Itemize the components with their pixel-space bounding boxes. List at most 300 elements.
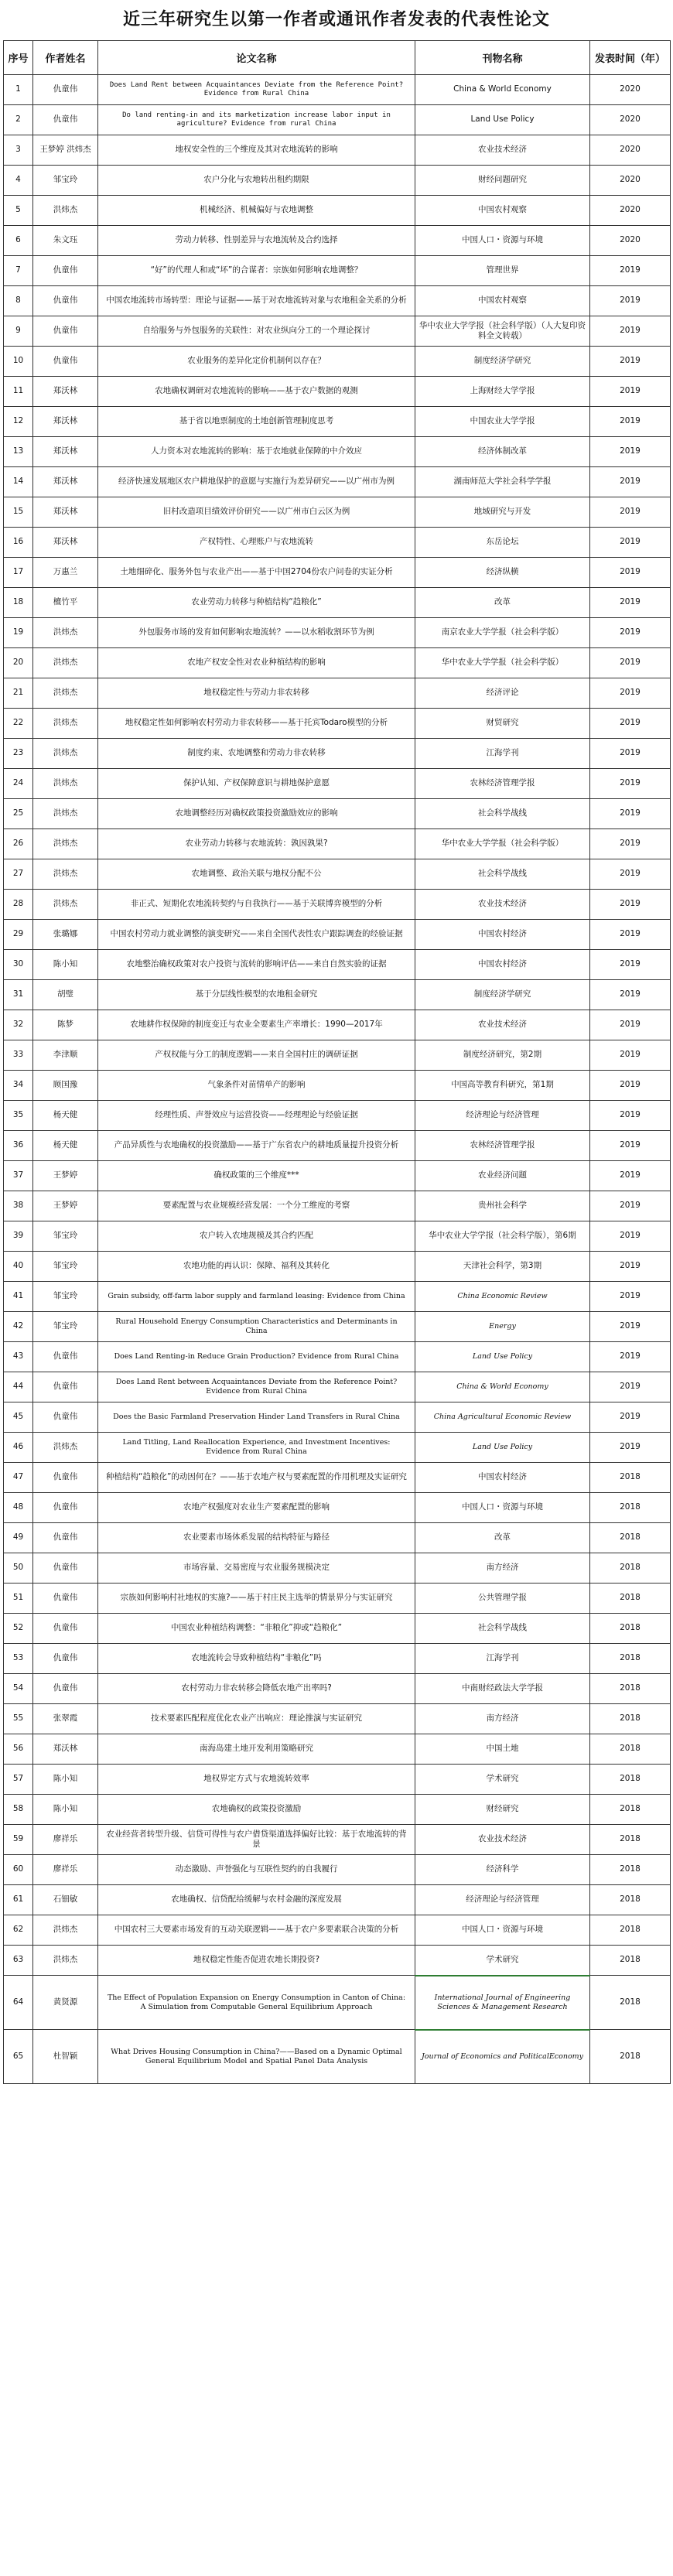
row-title-cell: 农地调整经历对确权政策投资激励效应的影响 (98, 799, 415, 829)
row-year-cell: 2018 (590, 2030, 671, 2084)
row-year-cell: 2019 (590, 709, 671, 739)
row-year-cell: 2019 (590, 799, 671, 829)
row-author-cell: 仇童伟 (33, 1463, 98, 1493)
row-no-cell: 32 (4, 1010, 33, 1040)
row-author-cell: 李津顺 (33, 1040, 98, 1071)
table-row (4, 980, 671, 1010)
row-no-cell: 28 (4, 890, 33, 920)
table-row (4, 709, 671, 739)
row-title-cell: 农业劳动力转移与农地流转：孰因孰果? (98, 829, 415, 859)
row-journal-cell: 中南财经政法大学学报 (415, 1674, 590, 1704)
row-journal-cell: 江海学刊 (415, 739, 590, 769)
row-no-cell: 5 (4, 196, 33, 226)
table-row (4, 829, 671, 859)
row-no-cell: 2 (4, 105, 33, 135)
table-row (4, 1161, 671, 1191)
row-journal-cell: 管理世界 (415, 256, 590, 286)
row-no-cell: 38 (4, 1191, 33, 1221)
row-journal-cell: 地域研究与开发 (415, 497, 590, 528)
row-journal-cell: China & World Economy (415, 75, 590, 105)
row-title-cell: 农业经营者转型升级、信贷可得性与农户借贷渠道选择偏好比较：基于农地流转的背景 (98, 1825, 415, 1855)
row-no-cell: 63 (4, 1946, 33, 1976)
row-journal-cell: 东岳论坛 (415, 528, 590, 558)
row-no-cell: 27 (4, 859, 33, 890)
row-no-cell: 65 (4, 2030, 33, 2084)
table-row (4, 1523, 671, 1553)
table-row (4, 1734, 671, 1765)
row-no-cell: 11 (4, 377, 33, 407)
table-row (4, 558, 671, 588)
table-row (4, 648, 671, 678)
row-no-cell: 24 (4, 769, 33, 799)
row-author-cell: 邹宝玲 (33, 1282, 98, 1312)
table-row (4, 347, 671, 377)
row-journal-cell: 中国农村经济 (415, 920, 590, 950)
row-journal-cell: 农业技术经济 (415, 890, 590, 920)
row-no-cell: 20 (4, 648, 33, 678)
row-no-cell: 26 (4, 829, 33, 859)
row-title-cell: 基于分层线性模型的农地租金研究 (98, 980, 415, 1010)
row-year-cell: 2019 (590, 1221, 671, 1252)
row-title-cell: What Drives Housing Consumption in China?——Based on a Dynamic Optimal General Equilibrium Model and Spatial Panel Data Analysis (98, 2030, 415, 2084)
row-year-cell: 2019 (590, 588, 671, 618)
row-title-cell: 确权政策的三个维度*** (98, 1161, 415, 1191)
page-title: 近三年研究生以第一作者或通讯作者发表的代表性论文 (122, 10, 550, 29)
table-row (4, 1463, 671, 1493)
row-no-cell: 43 (4, 1342, 33, 1372)
row-no-cell: 25 (4, 799, 33, 829)
table-row (4, 1704, 671, 1734)
papers-table (3, 40, 671, 2084)
row-author-cell: 杜智颖 (33, 2030, 98, 2084)
row-journal-cell: Energy (415, 1312, 590, 1342)
row-title-cell: 技术要素匹配程度优化农业产出响应：理论推演与实证研究 (98, 1704, 415, 1734)
row-year-cell: 2019 (590, 528, 671, 558)
row-no-cell: 62 (4, 1915, 33, 1946)
row-no-cell: 31 (4, 980, 33, 1010)
row-year-cell: 2018 (590, 1553, 671, 1584)
header-journal: 刊物名称 (415, 41, 590, 75)
row-no-cell: 15 (4, 497, 33, 528)
table-row (4, 377, 671, 407)
row-author-cell: 邹宝玲 (33, 166, 98, 196)
row-title-cell: 宗族如何影响村社地权的实施?——基于村庄民主选举的情景界分与实证研究 (98, 1584, 415, 1614)
row-year-cell: 2018 (590, 1674, 671, 1704)
table-row (4, 1644, 671, 1674)
row-author-cell: 仇童伟 (33, 316, 98, 347)
row-journal-cell: 公共管理学报 (415, 1584, 590, 1614)
row-title-cell: Does Land Rent between Acquaintances Deviate from the Reference Point? Evidence from Rural China (98, 75, 415, 105)
row-no-cell: 30 (4, 950, 33, 980)
row-author-cell: 仇童伟 (33, 1614, 98, 1644)
row-year-cell: 2019 (590, 648, 671, 678)
row-journal-cell: Land Use Policy (415, 105, 590, 135)
row-title-cell: 农村劳动力非农转移会降低农地产出率吗? (98, 1674, 415, 1704)
row-title-cell: 基于省以地票制度的土地创新管理制度思考 (98, 407, 415, 437)
table-row (4, 920, 671, 950)
row-author-cell: 陈小知 (33, 1765, 98, 1795)
row-no-cell: 36 (4, 1131, 33, 1161)
row-year-cell: 2019 (590, 437, 671, 467)
row-author-cell: 郑沃林 (33, 528, 98, 558)
row-title-cell: 市场容量、交易密度与农业服务规模决定 (98, 1553, 415, 1584)
row-no-cell: 8 (4, 286, 33, 316)
table-row (4, 226, 671, 256)
row-no-cell: 12 (4, 407, 33, 437)
table-row (4, 1252, 671, 1282)
row-author-cell: 仇童伟 (33, 256, 98, 286)
row-author-cell: 洪炜杰 (33, 829, 98, 859)
row-no-cell: 64 (4, 1976, 33, 2030)
table-row (4, 1040, 671, 1071)
row-no-cell: 16 (4, 528, 33, 558)
table-row (4, 1221, 671, 1252)
row-year-cell: 2019 (590, 1342, 671, 1372)
table-row (4, 437, 671, 467)
row-year-cell: 2019 (590, 829, 671, 859)
row-author-cell: 仇童伟 (33, 1342, 98, 1372)
row-no-cell: 44 (4, 1372, 33, 1402)
row-journal-cell: 改革 (415, 588, 590, 618)
row-no-cell: 50 (4, 1553, 33, 1584)
table-row (4, 1553, 671, 1584)
row-journal-cell: 财经问题研究 (415, 166, 590, 196)
row-title-cell: 农业劳动力转移与种植结构“趋粮化” (98, 588, 415, 618)
table-row (4, 286, 671, 316)
row-journal-cell: 中国农村经济 (415, 950, 590, 980)
row-year-cell: 2019 (590, 769, 671, 799)
row-title-cell: 农地产权安全性对农业种植结构的影响 (98, 648, 415, 678)
row-title-cell: 产权特性、心理账户与农地流转 (98, 528, 415, 558)
row-no-cell: 60 (4, 1855, 33, 1885)
row-title-cell: The Effect of Population Expansion on Energy Consumption in Canton of China: A Simulation from Computable General Equilibrium Approach (98, 1976, 415, 2030)
row-title-cell: Rural Household Energy Consumption Characteristics and Determinants in China (98, 1312, 415, 1342)
row-title-cell: 农地流转会导致种植结构“非粮化”吗 (98, 1644, 415, 1674)
row-title-cell: 地权稳定性如何影响农村劳动力非农转移——基于托宾Todaro模型的分析 (98, 709, 415, 739)
row-journal-cell: 中国农村经济 (415, 1463, 590, 1493)
row-journal-cell: 江海学刊 (415, 1644, 590, 1674)
table-row (4, 1765, 671, 1795)
row-journal-cell: 中国高等教育科研究，第1期 (415, 1071, 590, 1101)
table-row (4, 1614, 671, 1644)
table-body (4, 75, 671, 2084)
row-journal-cell: Land Use Policy (415, 1342, 590, 1372)
row-journal-cell: 经济纵横 (415, 558, 590, 588)
row-no-cell: 53 (4, 1644, 33, 1674)
row-title-cell: 经济快速发展地区农户耕地保护的意愿与实施行为差异研究——以广州市为例 (98, 467, 415, 497)
row-year-cell: 2018 (590, 1734, 671, 1765)
row-journal-cell: 中国农村观察 (415, 286, 590, 316)
row-no-cell: 1 (4, 75, 33, 105)
row-year-cell: 2018 (590, 1463, 671, 1493)
row-author-cell: 仇童伟 (33, 1553, 98, 1584)
row-author-cell: 洪炜杰 (33, 769, 98, 799)
row-no-cell: 56 (4, 1734, 33, 1765)
row-no-cell: 3 (4, 135, 33, 166)
row-author-cell: 郑沃林 (33, 497, 98, 528)
row-author-cell: 陈小知 (33, 950, 98, 980)
table-row (4, 1312, 671, 1342)
row-journal-cell: International Journal of Engineering Sciences & Management Research (415, 1976, 590, 2030)
row-author-cell: 郑沃林 (33, 437, 98, 467)
row-journal-cell: 社会科学战线 (415, 1614, 590, 1644)
row-title-cell: 种植结构“趋粮化”的动因何在？——基于农地产权与要素配置的作用机理及实证研究 (98, 1463, 415, 1493)
row-no-cell: 29 (4, 920, 33, 950)
row-no-cell: 61 (4, 1885, 33, 1915)
row-year-cell: 2018 (590, 1704, 671, 1734)
row-journal-cell: 社会科学战线 (415, 859, 590, 890)
row-no-cell: 13 (4, 437, 33, 467)
row-no-cell: 10 (4, 347, 33, 377)
row-title-cell: 产权权能与分工的制度逻辑——来自全国村庄的调研证据 (98, 1040, 415, 1071)
row-author-cell: 洪炜杰 (33, 648, 98, 678)
row-no-cell: 14 (4, 467, 33, 497)
row-author-cell: 洪炜杰 (33, 890, 98, 920)
row-no-cell: 37 (4, 1161, 33, 1191)
row-journal-cell: 农业技术经济 (415, 1825, 590, 1855)
row-author-cell: 张璐娜 (33, 920, 98, 950)
row-no-cell: 46 (4, 1433, 33, 1463)
table-row (4, 1795, 671, 1825)
row-journal-cell: 南方经济 (415, 1553, 590, 1584)
row-no-cell: 39 (4, 1221, 33, 1252)
row-author-cell: 洪炜杰 (33, 1915, 98, 1946)
row-journal-cell: 社会科学战线 (415, 799, 590, 829)
row-year-cell: 2019 (590, 859, 671, 890)
row-author-cell: 胡璧 (33, 980, 98, 1010)
table-row (4, 1372, 671, 1402)
row-journal-cell: 农林经济管理学报 (415, 1131, 590, 1161)
row-journal-cell: 制度经济学研究 (415, 347, 590, 377)
row-author-cell: 杨天健 (33, 1101, 98, 1131)
row-author-cell: 仇童伟 (33, 347, 98, 377)
row-author-cell: 仇童伟 (33, 75, 98, 105)
table-row (4, 256, 671, 286)
table-row (4, 1976, 671, 2030)
row-journal-cell: 经济科学 (415, 1855, 590, 1885)
table-row (4, 105, 671, 135)
table-row (4, 678, 671, 709)
row-journal-cell: 中国农村观察 (415, 196, 590, 226)
row-journal-cell: 改革 (415, 1523, 590, 1553)
row-author-cell: 仇童伟 (33, 1493, 98, 1523)
row-title-cell: 地权界定方式与农地流转效率 (98, 1765, 415, 1795)
row-year-cell: 2020 (590, 135, 671, 166)
row-no-cell: 57 (4, 1765, 33, 1795)
row-year-cell: 2018 (590, 1644, 671, 1674)
row-year-cell: 2019 (590, 1161, 671, 1191)
row-author-cell: 邹宝玲 (33, 1221, 98, 1252)
row-journal-cell: 经济评论 (415, 678, 590, 709)
row-no-cell: 54 (4, 1674, 33, 1704)
row-year-cell: 2018 (590, 1976, 671, 2030)
table-row (4, 1855, 671, 1885)
row-year-cell: 2018 (590, 1885, 671, 1915)
row-year-cell: 2019 (590, 1252, 671, 1282)
row-journal-cell: 财经研究 (415, 1795, 590, 1825)
row-title-cell: Grain subsidy, off-farm labor supply and farmland leasing: Evidence from China (98, 1282, 415, 1312)
row-journal-cell: 制度经济学研究 (415, 980, 590, 1010)
row-journal-cell: 南方经济 (415, 1704, 590, 1734)
table-row (4, 1402, 671, 1433)
table-row (4, 950, 671, 980)
row-journal-cell: 华中农业大学学报（社会科学版），第6期 (415, 1221, 590, 1252)
row-author-cell: 顾国豫 (33, 1071, 98, 1101)
row-title-cell: 旧村改造项目绩效评价研究——以广州市白云区为例 (98, 497, 415, 528)
row-author-cell: 王梦婷 (33, 1191, 98, 1221)
row-year-cell: 2019 (590, 1010, 671, 1040)
row-author-cell: 朱文珏 (33, 226, 98, 256)
row-no-cell: 59 (4, 1825, 33, 1855)
row-no-cell: 22 (4, 709, 33, 739)
row-no-cell: 51 (4, 1584, 33, 1614)
header-author: 作者姓名 (33, 41, 98, 75)
row-author-cell: 廖祥乐 (33, 1825, 98, 1855)
row-year-cell: 2019 (590, 1312, 671, 1342)
table-row (4, 1010, 671, 1040)
row-journal-cell: 农业技术经济 (415, 1010, 590, 1040)
row-no-cell: 17 (4, 558, 33, 588)
table-row (4, 2030, 671, 2084)
row-no-cell: 55 (4, 1704, 33, 1734)
row-title-cell: 经理性质、声誉效应与运营投资——经理理论与经验证据 (98, 1101, 415, 1131)
row-title-cell: 制度约束、农地调整和劳动力非农转移 (98, 739, 415, 769)
table-row (4, 799, 671, 829)
row-title-cell: Does Land Rent between Acquaintances Deviate from the Reference Point? Evidence from Rural China (98, 1372, 415, 1402)
row-author-cell: 洪炜杰 (33, 709, 98, 739)
row-year-cell: 2019 (590, 497, 671, 528)
row-year-cell: 2020 (590, 196, 671, 226)
row-title-cell: 中国农地流转市场转型：理论与证据——基于对农地流转对象与农地租金关系的分析 (98, 286, 415, 316)
row-title-cell: 南海岛建土地开发利用策略研究 (98, 1734, 415, 1765)
row-title-cell: 地权稳定性与劳动力非农转移 (98, 678, 415, 709)
row-year-cell: 2019 (590, 739, 671, 769)
header-no: 序号 (4, 41, 33, 75)
row-author-cell: 仇童伟 (33, 1584, 98, 1614)
row-year-cell: 2020 (590, 75, 671, 105)
header-time: 发表时间（年） (590, 41, 671, 75)
row-author-cell: 檀竹平 (33, 588, 98, 618)
table-row (4, 1885, 671, 1915)
row-author-cell: 洪炜杰 (33, 1946, 98, 1976)
row-year-cell: 2019 (590, 1131, 671, 1161)
table-row (4, 588, 671, 618)
row-title-cell: 中国农业种植结构调整：“非粮化”抑或“趋粮化” (98, 1614, 415, 1644)
row-author-cell: 仇童伟 (33, 1372, 98, 1402)
table-row (4, 528, 671, 558)
row-year-cell: 2018 (590, 1855, 671, 1885)
row-author-cell: 洪炜杰 (33, 196, 98, 226)
table-row (4, 1584, 671, 1614)
row-journal-cell: 中国人口・资源与环境 (415, 1915, 590, 1946)
row-year-cell: 2019 (590, 920, 671, 950)
row-title-cell: 人力资本对农地流转的影响：基于农地就业保障的中介效应 (98, 437, 415, 467)
table-row (4, 196, 671, 226)
row-author-cell: 仇童伟 (33, 286, 98, 316)
table-row (4, 739, 671, 769)
row-author-cell: 郑沃林 (33, 1734, 98, 1765)
row-author-cell: 邹宝玲 (33, 1312, 98, 1342)
row-year-cell: 2019 (590, 890, 671, 920)
row-author-cell: 仇童伟 (33, 1674, 98, 1704)
row-no-cell: 7 (4, 256, 33, 286)
row-journal-cell: 学术研究 (415, 1765, 590, 1795)
row-author-cell: 张翠霞 (33, 1704, 98, 1734)
row-no-cell: 58 (4, 1795, 33, 1825)
row-author-cell: 仇童伟 (33, 1523, 98, 1553)
row-no-cell: 6 (4, 226, 33, 256)
table-row (4, 1825, 671, 1855)
row-title-cell: Do land renting-in and its marketization increase labor input in agriculture? Evidence from rural China (98, 105, 415, 135)
row-title-cell: 农地功能的再认识：保障、福利及其转化 (98, 1252, 415, 1282)
row-author-cell: 陈梦 (33, 1010, 98, 1040)
row-year-cell: 2020 (590, 105, 671, 135)
row-journal-cell: 农业技术经济 (415, 135, 590, 166)
row-title-cell: 劳动力转移、性别差异与农地流转及合约选择 (98, 226, 415, 256)
row-author-cell: 洪炜杰 (33, 678, 98, 709)
row-journal-cell: 农林经济管理学报 (415, 769, 590, 799)
row-journal-cell: 湖南师范大学社会科学学报 (415, 467, 590, 497)
row-author-cell: 廖祥乐 (33, 1855, 98, 1885)
row-title-cell: 地权稳定性能否促进农地长期投资? (98, 1946, 415, 1976)
row-year-cell: 2018 (590, 1523, 671, 1553)
row-journal-cell: China Economic Review (415, 1282, 590, 1312)
row-year-cell: 2019 (590, 347, 671, 377)
row-year-cell: 2020 (590, 226, 671, 256)
table-row (4, 135, 671, 166)
row-author-cell: 陈小知 (33, 1795, 98, 1825)
table-row (4, 890, 671, 920)
row-year-cell: 2019 (590, 558, 671, 588)
row-title-cell: 农地确权、信贷配给缓解与农村金融的深度发展 (98, 1885, 415, 1915)
row-title-cell: 农业要素市场体系发展的结构特征与路径 (98, 1523, 415, 1553)
row-year-cell: 2019 (590, 377, 671, 407)
table-row (4, 1915, 671, 1946)
row-author-cell: 洪炜杰 (33, 799, 98, 829)
row-journal-cell: 财贸研究 (415, 709, 590, 739)
row-journal-cell: 南京农业大学学报（社会科学版） (415, 618, 590, 648)
row-journal-cell: 经济理论与经济管理 (415, 1101, 590, 1131)
row-title-cell: 农业服务的差异化定价机制何以存在？ (98, 347, 415, 377)
row-author-cell: 郑沃林 (33, 377, 98, 407)
row-year-cell: 2018 (590, 1825, 671, 1855)
row-title-cell: 保护认知、产权保障意识与耕地保护意愿 (98, 769, 415, 799)
row-no-cell: 33 (4, 1040, 33, 1071)
row-journal-cell: Land Use Policy (415, 1433, 590, 1463)
row-author-cell: 石钿敏 (33, 1885, 98, 1915)
row-year-cell: 2018 (590, 1946, 671, 1976)
row-year-cell: 2020 (590, 166, 671, 196)
row-author-cell: 邹宝玲 (33, 1252, 98, 1282)
row-no-cell: 4 (4, 166, 33, 196)
row-title-cell: 非正式、短期化农地流转契约与自我执行——基于关联博弈模型的分析 (98, 890, 415, 920)
row-journal-cell: 中国人口・资源与环境 (415, 226, 590, 256)
row-title-cell: 中国农村三大要素市场发育的互动关联逻辑——基于农户多要素联合决策的分析 (98, 1915, 415, 1946)
row-no-cell: 19 (4, 618, 33, 648)
row-journal-cell: 农业经济问题 (415, 1161, 590, 1191)
row-journal-cell: Journal of Economics and PoliticalEconomy (415, 2030, 590, 2084)
row-title-cell: 动态激励、声誉强化与互联性契约的自我履行 (98, 1855, 415, 1885)
table-row (4, 75, 671, 105)
table-header-row (4, 41, 671, 75)
row-journal-cell: 中国人口・资源与环境 (415, 1493, 590, 1523)
row-no-cell: 35 (4, 1101, 33, 1131)
row-no-cell: 42 (4, 1312, 33, 1342)
table-row (4, 166, 671, 196)
row-year-cell: 2018 (590, 1493, 671, 1523)
table-row (4, 1131, 671, 1161)
row-author-cell: 洪炜杰 (33, 739, 98, 769)
